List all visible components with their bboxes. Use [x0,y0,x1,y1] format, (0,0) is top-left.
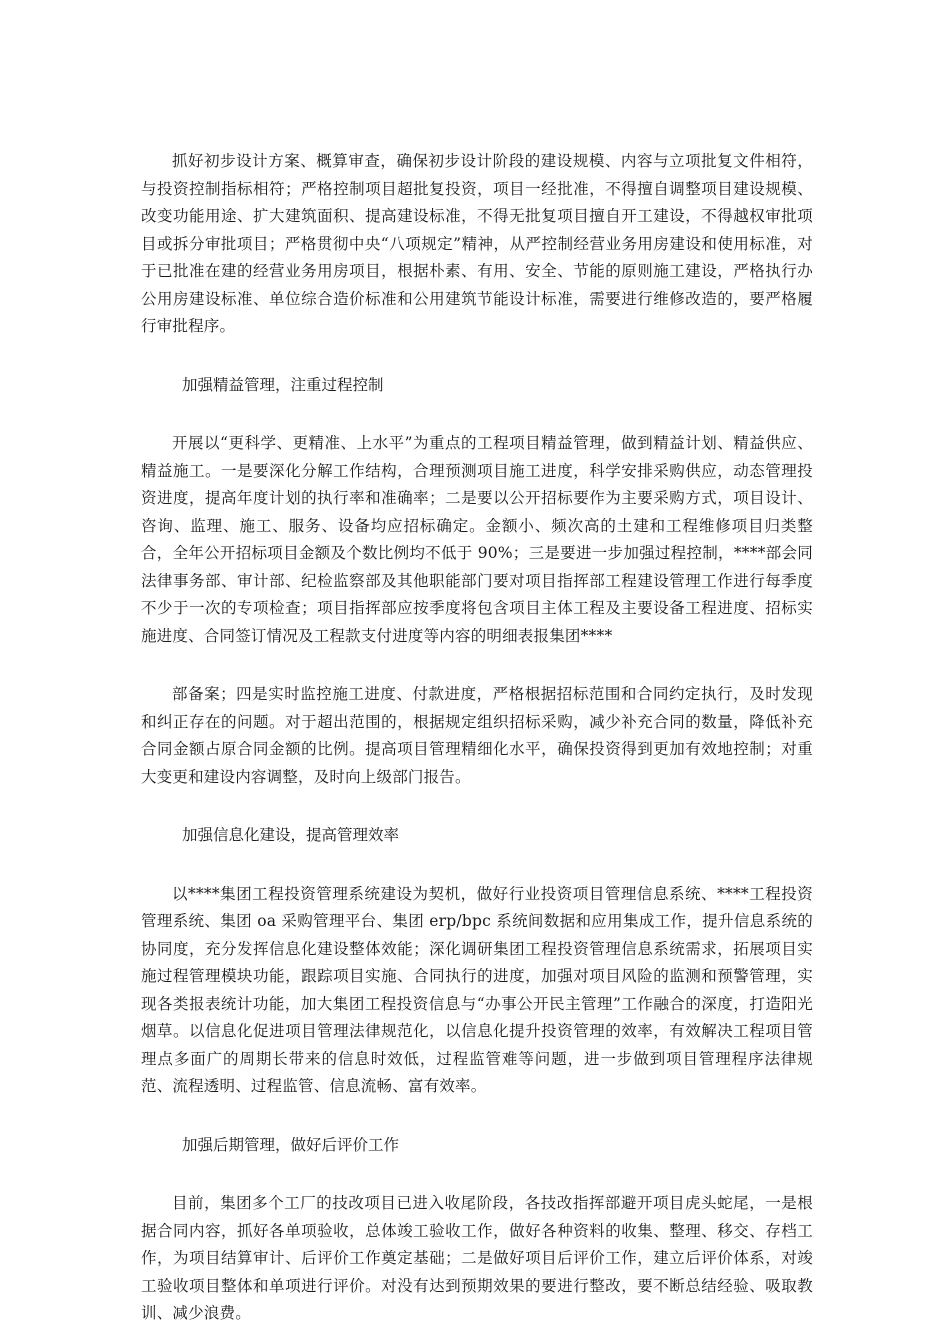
spacer [141,850,813,881]
paragraph-filing-monitoring: 部备案；四是实时监控施工进度、付款进度，严格根据招标范围和合同约定执行，及时发现和纠正存在的问题。对于超出范围的，根据规定组织招标采购，减少补充合同的数量，降低补充合同金额占原合同金额的比例。提高项目管理精细化水平，确保投资得到更加有效地控制；对重大变更和建设内容调整，及时向上级部门报告。 [141,685,813,786]
document-body [141,148,813,1328]
paragraph-lean-management: 开展以“更科学、更精准、上水平”为重点的工程项目精益管理，做到精益计划、精益供应、精益施工。一是要深化分解工作结构，合理预测项目施工进度，科学安排采购供应，动态管理投资进度，提高年度计划的执行率和准确率；二是要以公开招标要作为主要采购方式，项目设计、咨询、监理、施工、服务、设备均应招标确定。金额小、频次高的土建和工程维修项目归类整合，全年公开招标项目金额及个数比例均不低于 90%；三是要进一步加强过程控制，****部会同法律事务部、审计部、纪检监察部及其他职能部门要对项目指挥部工程建设管理工作进行每季度不少于一次的专项检查；项目指挥部应按季度将包含项目主体工程及主要设备工程进度、招标实施进度、合同签订情况及工程款支付进度等内容的明细表报集团**** [141,434,813,645]
paragraph-design-review: 抓好初步设计方案、概算审查，确保初步设计阶段的建设规模、内容与立项批复文件相符，与投资控制指标相符；严格控制项目超批复投资，项目一经批准，不得擅自调整项目建设规模、改变功能用途、扩大建筑面积、提高建设标准，不得无批复项目擅自开工建设，不得越权审批项目或拆分审批项目；严格贯彻中央“八项规定”精神，从严控制经营业务用房建设和使用标准，对于已批准在建的经营业务用房项目，根据朴素、有用、安全、节能的原则施工建设，严格执行办公用房建设标准、单位综合造价标准和公用建筑节能设计标准，需要进行维修改造的，要严格履行审批程序。 [141,152,813,335]
section-heading-post-evaluation: 加强后期管理，做好后评价工作 [182,1135,400,1154]
section-heading-informatization: 加强信息化建设，提高管理效率 [182,826,400,844]
spacer [141,341,813,372]
spacer [141,399,813,430]
spacer [141,1159,813,1190]
spacer [141,650,813,681]
section-heading-lean-management: 加强精益管理，注重过程控制 [182,375,384,394]
paragraph-post-evaluation: 目前，集团多个工厂的技改项目已进入收尾阶段，各技改指挥部避开项目虎头蛇尾，一是根据合同内容，抓好各单项验收，总体竣工验收工作，做好各种资料的收集、整理、移交、存档工作，为项目结算审计、后评价工作奠定基础；二是做好项目后评价工作，建立后评价体系，对竣工验收项目整体和单项进行评价。对没有达到预期效果的要进行整改，要不断总结经验、吸取教训、减少浪费。 [141,1194,813,1322]
spacer [141,791,813,822]
paragraph-informatization: 以****集团工程投资管理系统建设为契机，做好行业投资项目管理信息系统、****工程投资管理系统、集团 oa 采购管理平台、集团 erp/bpc 系统间数据和应用集成工作，提升信息系统的协同度，充分发挥信息化建设整体效能；深化调研集团工程投资管理信息系统需求，拓展项目实施过程管理模块功能，跟踪项目实施、合同执行的进度，加强对项目风险的监测和预警管理，实现各类报表统计功能，加大集团工程投资信息与“办事公开民主管理”工作融合的深度，打造阳光烟草。以信息化促进项目管理法律规范化，以信息化提升投资管理的效率，有效解决工程项目管理点多面广的周期长带来的信息时效低，过程监管难等问题，进一步做到项目管理程序法律规范、流程透明、过程监管、信息流畅、富有效率。 [141,884,813,1095]
spacer [141,1101,813,1132]
